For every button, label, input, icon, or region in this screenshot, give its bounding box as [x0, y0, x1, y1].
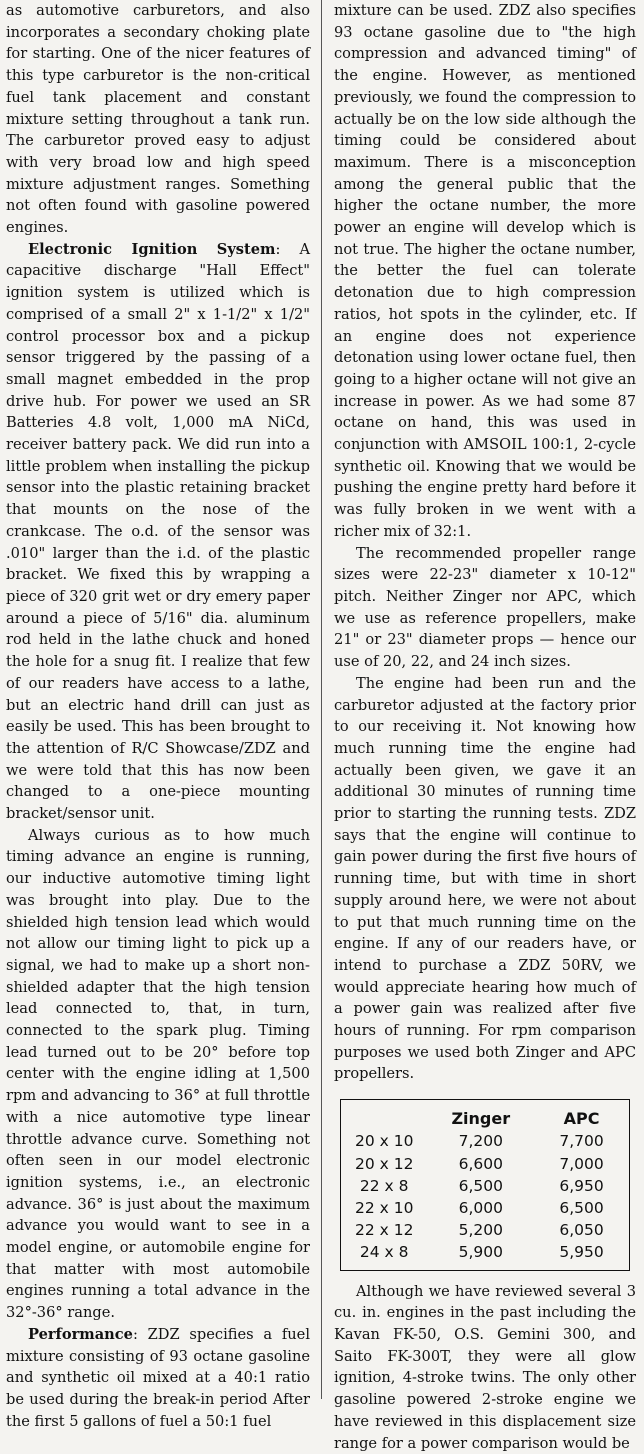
- paragraph-carburetor: as automotive carburetors, and also incorporates a secondary choking plate for starting. One of the nicer features of this type carburetor is the non-critical fuel tank placement and constant mixture setting throughout a tank run. The carburetor proved easy to adjust with very broad low and high speed mixture adjustment ranges. Something not often found with gasoline powered engines.: [6, 2, 310, 237]
- table-row: [345, 1219, 625, 1241]
- heading-electronic-ignition: Electronic Ignition System: [28, 240, 276, 258]
- heading-performance: Performance: [28, 1325, 133, 1343]
- table-header-cell: [345, 1108, 423, 1130]
- table-cell: 7,000: [559, 1154, 604, 1173]
- paragraph-comparison: Although we have reviewed several 3 cu. in. engines in the past including the Kavan FK-50, O.S. Gemini 300, and Saito FK-300T, they were all glow ignition, 4-stroke twins. The only other gasoline powered 2-stroke engine we have reviewed in this displacement size range for a power comparison would be: [334, 1282, 636, 1452]
- table-cell: 20 x 10: [354, 1132, 414, 1151]
- table-cell: 6,500: [559, 1198, 604, 1217]
- table-cell: 6,500: [458, 1176, 503, 1195]
- table-header-cell: APC: [563, 1109, 600, 1129]
- column-divider: [321, 0, 322, 1399]
- paragraph-ignition: [6, 239, 310, 825]
- table-cell: 5,900: [458, 1243, 503, 1262]
- table-cell: 20 x 12: [354, 1154, 414, 1173]
- table-cell: 6,950: [559, 1176, 604, 1195]
- table-header-cell: Zinger: [451, 1109, 511, 1129]
- table-row: [345, 1175, 625, 1197]
- table-cell: 7,200: [458, 1132, 503, 1151]
- paragraph-performance-body: : ZDZ specifies a fuel mixture consisting of 93 octane gasoline and synthetic oil mixed at a 40:1 ratio be used during the break-in period After the first 5 gallons of fuel a 50:1 fuel: [6, 1325, 310, 1430]
- table-cell: 24 x 8: [359, 1243, 409, 1262]
- paragraph-ignition-body: : A capacitive discharge "Hall Effect" ignition system is utilized which is comprised of a small 2" x 1-1/2" x 1/2" control processor box and a pickup sensor triggered by the passing of a small magnet embedded in the prop drive hub. For power we used an SR Batteries 4.8 volt, 1,000 mA NiCd, receiver battery pack. We did run into a little problem when installing the pickup sensor into the plastic retaining bracket that mounts on the nose of the crankcase. The o.d. of the sensor was .010" larger than the i.d. of the plastic bracket. We fixed this by wrapping a piece of 320 grit wet or dry emery paper around a piece of 5/16" dia. aluminum rod held in the lathe chuck and honed the hole for a snug fit. I realize that few of our readers have access to a lathe, but an electric hand drill can just as easily be used. This has been brought to the attention of R/C Showcase/ZDZ and we were told that this has now been changed to a one-piece mounting bracket/sensor unit.: [6, 240, 310, 823]
- paragraph-break-in: The engine had been run and the carburetor adjusted at the factory prior to our receiving it. Not knowing how much running time the engine had actually been given, we gave it an additional 30 minutes of running time prior to starting the running tests. ZDZ says that the engine will continue to gain power during the first five hours of running time, but with time in short supply around here, we were not about to put that much running time on the engine. If any of our readers have, or intend to purchase a ZDZ 50RV, we would appreciate hearing how much of a power gain was realized after five hours of running. For rpm comparison purposes we used both Zinger and APC propellers.: [334, 674, 636, 1083]
- table-cell: 6,600: [458, 1154, 503, 1173]
- right-column: [334, 0, 636, 1452]
- paragraph-octane: mixture can be used. ZDZ also specifies 93 octane gasoline due to "the high compression and advanced timing" of the engine. However, as mentioned previously, we found the compression to actually be on the low side although the timing could be considered about maximum. There is a misconception among the general public that the higher the octane number, the more power an engine will develop which is not true. The higher the octane number, the better the fuel can tolerate detonation due to high compression ratios, hot spots in the cylinder, etc. If an engine does not experience detonation using lower octane fuel, then going to a higher octane will not give an increase in power. As we had some 87 octane on hand, this was used in conjunction with AMSOIL 100:1, 2-cycle synthetic oil. Knowing that we would be pushing the engine pretty hard before it was fully broken in we went with a richer mix of 32:1.: [334, 2, 636, 540]
- rpm-table-box: [340, 1099, 630, 1270]
- table-cell: 22 x 8: [359, 1176, 409, 1195]
- table-cell: 22 x 12: [354, 1221, 414, 1240]
- rpm-comparison-table: [345, 1108, 625, 1263]
- left-column: [6, 0, 310, 1430]
- paragraph-propeller-range: The recommended propeller range sizes were 22-23" diameter x 10-12" pitch. Neither Zinger nor APC, which we use as reference propellers, make 21" or 23" diameter props — hence our use of 20, 22, and 24 inch sizes.: [334, 544, 636, 671]
- table-row: [345, 1197, 625, 1219]
- table-cell: 6,000: [458, 1198, 503, 1217]
- paragraph-timing: Always curious as to how much timing advance an engine is running, our inductive automotive timing light was brought into play. Due to the shielded high tension lead which would not allow our timing light to pick up a signal, we had to make up a short non-shielded adapter that the high tension lead connected to, that, in turn, connected to the spark plug. Timing lead turned out to be 20° before top center with the engine idling at 1,500 rpm and advancing to 36° at full throttle with a nice automotive type linear throttle advance curve. Something not often seen in our model electronic ignition systems, i.e., an electronic advance. 36° is just about the maximum advance you would want to see in a model engine, or automobile engine for that matter with most automobile engines running a total advance in the 32°-36° range.: [6, 826, 310, 1322]
- table-header-row: [345, 1108, 625, 1130]
- table-cell: 6,050: [559, 1221, 604, 1240]
- table-cell: 5,200: [458, 1221, 503, 1240]
- table-cell: 22 x 10: [354, 1198, 414, 1217]
- table-row: [345, 1153, 625, 1175]
- table-row: [345, 1130, 625, 1152]
- table-cell: 7,700: [559, 1132, 604, 1151]
- paragraph-performance: [6, 1324, 310, 1433]
- table-cell: 5,950: [559, 1243, 604, 1262]
- table-row: [345, 1241, 625, 1263]
